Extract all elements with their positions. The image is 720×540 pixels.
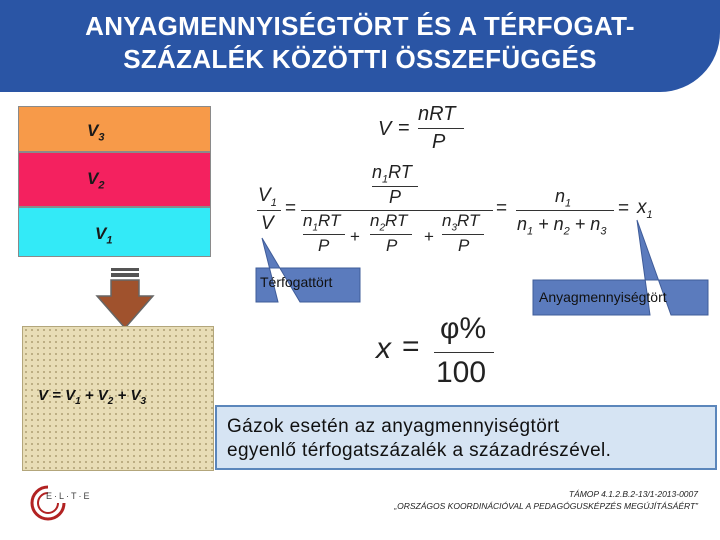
layer-v2-label: $V_2$ <box>87 169 105 192</box>
ratio-term-1-den: P <box>318 236 330 255</box>
ratio-rhs: $x_1$ <box>637 197 653 221</box>
footer-line-1: TÁMOP 4.1.2.B.2-13/1-2013-0007 <box>568 489 698 499</box>
equals-sign: = <box>496 198 508 219</box>
callout-left-text: Térfogattört <box>260 274 333 290</box>
elte-logo-text: E·L·T·E <box>46 491 92 501</box>
equals-sign: = <box>285 198 297 219</box>
fraction-bar <box>434 352 494 353</box>
footer <box>394 488 698 512</box>
ratio-term-2-den: P <box>386 236 398 255</box>
plus-sign: + <box>424 227 434 246</box>
callout-right-text: Anyagmennyiségtört <box>539 289 667 305</box>
layer-v3-label: $V_3$ <box>87 121 105 144</box>
ratio-lhs-num: $V_1$ <box>258 185 277 209</box>
layer-v1-label: $V_1$ <box>95 224 113 247</box>
note-text: Gázok esetén az anyagmennyiségtört egyenlő térfogatszázalék a századrészével. <box>227 416 612 461</box>
ratio-term-3: $n_3RT$ <box>442 211 480 234</box>
ratio-mid-num: $n_1$ <box>555 186 572 210</box>
page-title: ANYAGMENNYISÉGTÖRT ÉS A TÉRFOGAT- SZÁZALÉK KÖZÖTTI ÖSSZEFÜGGÉS <box>85 11 635 74</box>
ideal-gas-den: P <box>432 131 446 153</box>
elte-logo-icon <box>28 483 68 523</box>
ideal-gas-lhs: V <box>378 118 392 140</box>
ratio-term-2: $n_2RT$ <box>370 211 408 234</box>
callout-left <box>256 268 360 302</box>
ratio-big-num-den: P <box>389 187 402 207</box>
ratio-mid-den: $n_1 + n_2 + n_3$ <box>517 214 607 238</box>
percent-lhs: x <box>376 332 391 365</box>
ratio-lhs-den: V <box>261 213 274 234</box>
percent-num: φ% <box>440 312 487 345</box>
mixture-equation: $V = V_1 + V_2 + V_3$ <box>38 387 147 407</box>
ratio-term-3-den: P <box>458 236 470 255</box>
ideal-gas-num: nRT <box>418 103 456 125</box>
ratio-big-num: $n_1RT$ <box>372 162 412 186</box>
equals-sign: = <box>398 117 410 139</box>
callout-right <box>533 280 708 315</box>
ratio-term-1: $n_1RT$ <box>303 211 341 234</box>
percent-den: 100 <box>436 356 487 389</box>
plus-sign: + <box>350 227 360 246</box>
footer-line-2: „ORSZÁGOS KOORDINÁCIÓVAL A PEDAGÓGUSKÉPZÉS MEGÚJÍTÁSÁÉRT” <box>394 501 698 511</box>
equals-sign: = <box>618 198 630 219</box>
equals-sign: = <box>402 330 420 363</box>
note-box <box>215 405 717 470</box>
